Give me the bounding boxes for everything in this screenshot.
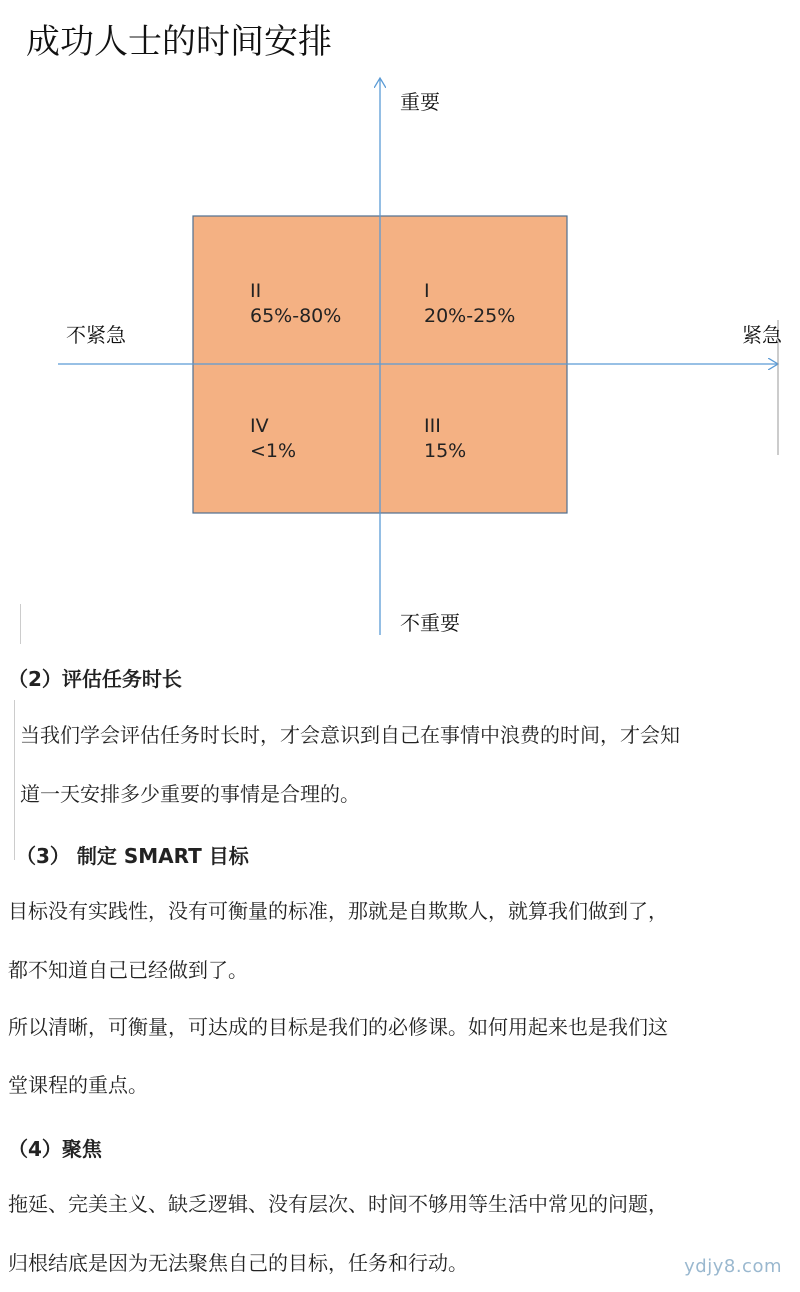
section-heading-estimate-duration: （2）评估任务时长: [8, 667, 182, 691]
quadrant-2-value: 65%-80%: [250, 305, 342, 327]
section-heading-focus: （4）聚焦: [8, 1137, 102, 1161]
quadrant-1-roman: I: [424, 280, 430, 302]
axis-label-not-important: 不重要: [400, 611, 460, 635]
paragraph-line: 拖延、完美主义、缺乏逻辑、没有层次、时间不够用等生活中常见的问题，: [8, 1192, 668, 1216]
quadrant-4-roman: IV: [250, 415, 269, 437]
quadrant-2-roman: II: [250, 280, 262, 302]
section-heading-smart-goals: （3） 制定 SMART 目标: [16, 844, 249, 868]
bracket-mark: [14, 700, 16, 860]
paragraph-line: 道一天安排多少重要的事情是合理的。: [20, 782, 360, 806]
quadrant-3-roman: III: [424, 415, 441, 437]
paragraph-line: 目标没有实践性，没有可衡量的标准，那就是自欺欺人，就算我们做到了，: [8, 899, 668, 923]
paragraph-line: 堂课程的重点。: [8, 1073, 148, 1097]
page-title: 成功人士的时间安排: [26, 22, 332, 62]
bracket-mark: [20, 604, 22, 644]
quadrant-1: [424, 279, 515, 329]
paragraph-line: 都不知道自己已经做到了。: [8, 958, 248, 982]
quadrant-4: [250, 414, 296, 464]
watermark: ydjy8.com: [684, 1256, 782, 1277]
quadrant-3: [424, 414, 466, 464]
paragraph-line: 当我们学会评估任务时长时，才会意识到自己在事情中浪费的时间，才会知: [20, 723, 680, 747]
paragraph-line: 所以清晰，可衡量，可达成的目标是我们的必修课。如何用起来也是我们这: [8, 1015, 668, 1039]
axis-label-urgent: 紧急: [742, 323, 782, 347]
quadrant-3-value: 15%: [424, 440, 467, 462]
axis-label-not-urgent: 不紧急: [66, 323, 126, 347]
quadrant-1-value: 20%-25%: [424, 305, 516, 327]
paragraph-line: 归根结底是因为无法聚焦自己的目标，任务和行动。: [8, 1251, 468, 1275]
axis-label-important: 重要: [400, 90, 440, 114]
quadrant-2: [250, 279, 341, 329]
quadrant-4-value: <1%: [250, 440, 297, 462]
